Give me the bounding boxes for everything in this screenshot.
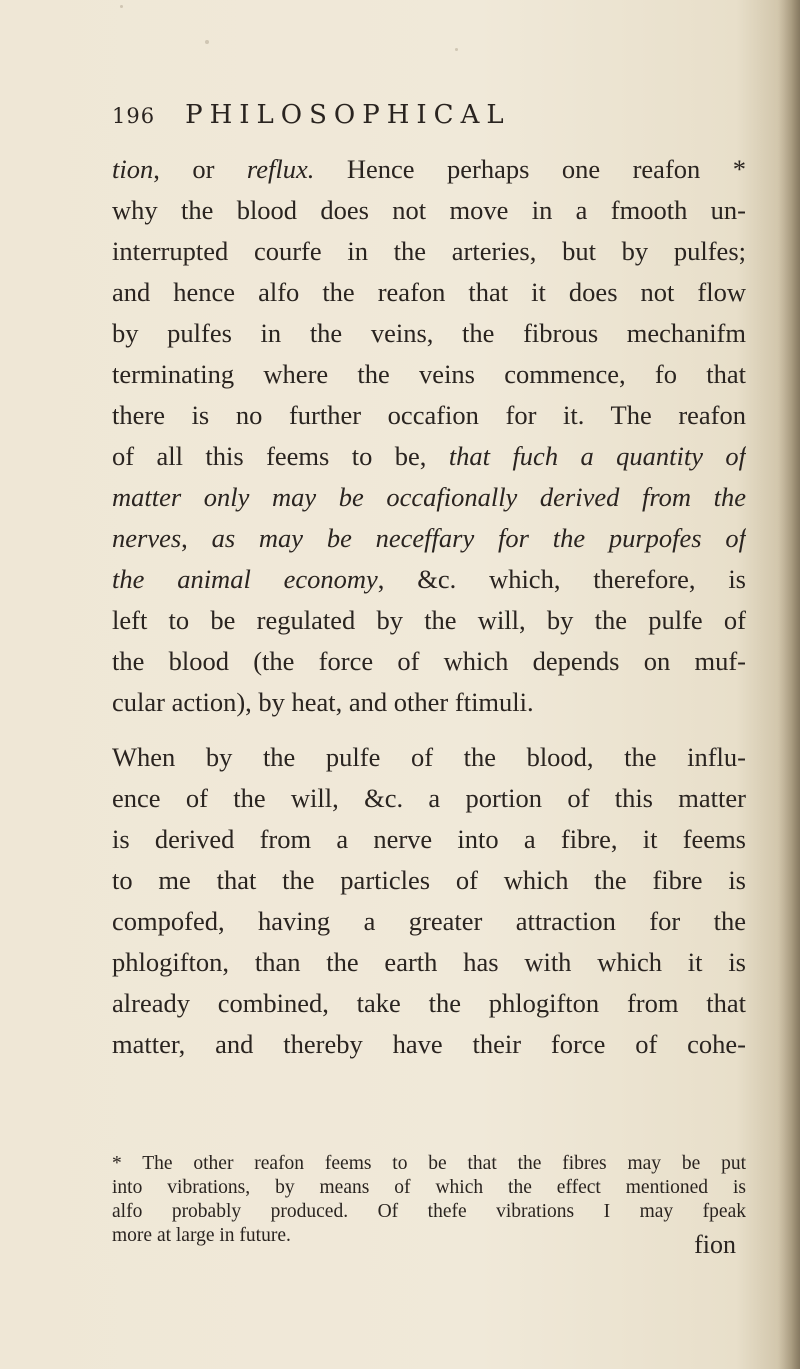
- paragraph-1: [112, 149, 746, 723]
- text-run: , or: [153, 154, 247, 184]
- running-head: PHILOSOPHICAL: [185, 100, 511, 130]
- text-run: Hence perhaps one reafon *: [314, 154, 746, 184]
- footnote-line: into vibrations, by means of which the effect mentioned is: [112, 1177, 746, 1198]
- text-line: matter only may be occafionally derived from the: [112, 482, 746, 512]
- text-line: ence of the will, &c. a portion of this matter: [112, 783, 746, 813]
- foxing-spot: [455, 48, 458, 51]
- text-line: by pulfes in the veins, the fibrous mechanifm: [112, 318, 746, 348]
- text-italic: that fuch a quantity of: [448, 441, 746, 471]
- foxing-spot: [120, 5, 123, 8]
- text-line: to me that the particles of which the fibre is: [112, 865, 746, 895]
- text-line: cular action), by heat, and other ftimuli.: [112, 687, 534, 717]
- paragraph-2: [112, 737, 746, 1065]
- text-run: , &c. which, therefore, is: [377, 564, 746, 594]
- catchword: fion: [694, 1230, 736, 1259]
- text-line: why the blood does not move in a fmooth un-: [112, 195, 746, 225]
- text-line: compofed, having a greater attraction for the: [112, 906, 746, 936]
- footnote-line: alfo probably produced. Of thefe vibrations I may fpeak: [112, 1201, 746, 1222]
- text-line: and hence alfo the reafon that it does not flow: [112, 277, 746, 307]
- text-line: interrupted courfe in the arteries, but by pulfes;: [112, 236, 746, 266]
- text-italic: as may be neceffary for the purpofes of: [211, 523, 746, 553]
- text-line: [112, 559, 746, 600]
- text-line: already combined, take the phlogifton from that: [112, 988, 746, 1018]
- text-line: left to be regulated by the will, by the pulfe of: [112, 605, 746, 635]
- text-run: ,: [181, 523, 212, 553]
- page-header: [112, 100, 511, 140]
- text-line: matter, and thereby have their force of cohe-: [112, 1029, 746, 1059]
- text-line: [112, 518, 746, 559]
- text-line: is derived from a nerve into a fibre, it feems: [112, 824, 746, 854]
- text-line: [112, 436, 746, 477]
- page-number: 196: [112, 104, 156, 128]
- foxing-spot: [205, 40, 209, 44]
- text-line: phlogifton, than the earth has with which it is: [112, 947, 746, 977]
- footnote: [112, 1152, 746, 1248]
- text-italic: tion: [112, 154, 154, 184]
- text-italic: nerves: [112, 523, 182, 553]
- text-line: terminating where the veins commence, fo that: [112, 359, 746, 389]
- text-italic: the animal economy: [112, 564, 378, 594]
- text-line: [112, 149, 746, 190]
- text-line: there is no further occafion for it. The reafon: [112, 400, 746, 430]
- text-run: of all this feems to be,: [112, 441, 449, 471]
- text-italic: reflux.: [246, 154, 315, 184]
- page-edge-shadow: [778, 0, 800, 1369]
- footnote-line: * The other reafon feems to be that the fibres may be put: [112, 1153, 746, 1174]
- text-line: When by the pulfe of the blood, the influ-: [112, 742, 746, 772]
- text-line: the blood (the force of which depends on muf-: [112, 646, 746, 676]
- footnote-line: more at large in future.: [112, 1225, 291, 1246]
